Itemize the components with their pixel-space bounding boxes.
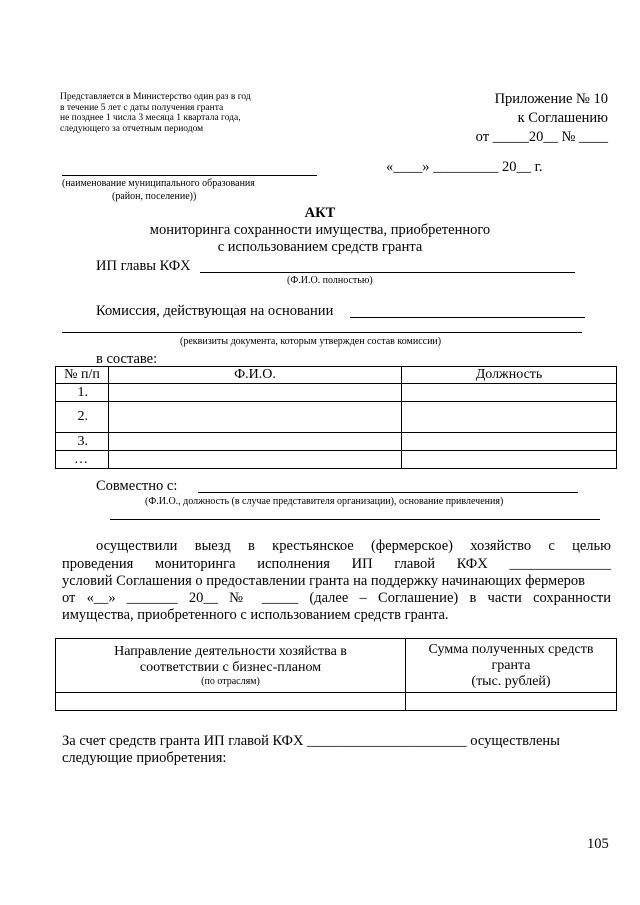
grant-header-amount	[406, 639, 617, 693]
grant-table	[55, 638, 617, 711]
page-number: 105	[587, 836, 609, 852]
grant-header-direction-line1: Направление деятельности хозяйства в	[114, 643, 347, 659]
header-note-line: Представляется в Министерство один раз в год	[60, 92, 251, 102]
appendix-block	[476, 90, 608, 147]
members-row-name	[109, 402, 402, 433]
grant-header-direction-line2: соответствии с бизнес-планом	[139, 659, 322, 675]
composition-label: в составе:	[96, 351, 158, 367]
title-line3: с использованием средств гранта	[217, 239, 423, 255]
jointly-label: Совместно с:	[96, 478, 178, 494]
municipality-caption1: (наименование муниципального образования	[62, 178, 255, 189]
commission-caption: (реквизиты документа, которым утвержден состав комиссии)	[180, 336, 442, 347]
members-table	[55, 366, 617, 469]
jointly-underline-1	[198, 492, 578, 493]
farm-underline	[200, 272, 575, 273]
purchases-line2: следующие приобретения:	[62, 750, 227, 766]
paragraph-line: от «__» _______ 20__ № _____ (далее – Соглашение) в части сохранности	[62, 590, 611, 606]
header-note-line: в течение 5 лет с даты получения гранта	[60, 102, 224, 113]
members-row-position	[402, 451, 617, 469]
paragraph-line: условий Соглашения о предоставлении гранта на поддержку начинающих фермеров	[62, 573, 585, 589]
members-row-number: …	[56, 451, 109, 469]
members-header-name: Ф.И.О.	[109, 367, 402, 384]
members-row-position	[402, 433, 617, 451]
commission-underline-1	[350, 317, 585, 318]
members-row-name	[109, 384, 402, 402]
members-row-position	[402, 402, 617, 433]
purchases-line1: За счет средств гранта ИП главой КФХ ______________________ осуществлены	[62, 733, 560, 749]
jointly-caption: (Ф.И.О., должность (в случае представителя организации), основание привлечения)	[145, 496, 504, 507]
members-header-number: № п/п	[56, 367, 109, 384]
title-block	[0, 205, 640, 256]
grant-header-amount-line3: (тыс. рублей)	[471, 673, 551, 689]
paragraph-line: осуществили выезд в крестьянское (фермерское) хозяйство с целью	[96, 538, 611, 554]
commission-label: Комиссия, действующая на основании	[96, 303, 334, 319]
appendix-line2: к Соглашению	[517, 110, 608, 126]
grant-header-direction	[56, 639, 406, 693]
header-note-line: следующего за отчетным периодом	[60, 123, 204, 134]
members-header-position: Должность	[402, 367, 617, 384]
appendix-line1: Приложение № 10	[494, 91, 608, 107]
members-row-number: 3.	[56, 433, 109, 451]
grant-cell-amount	[406, 693, 617, 711]
members-row-position	[402, 384, 617, 402]
members-row-number: 2.	[56, 402, 109, 433]
paragraph-line: проведения мониторинга исполнения ИП главой КФХ ______________	[62, 556, 611, 572]
title-main: АКТ	[304, 205, 336, 221]
members-row-name	[109, 433, 402, 451]
grant-header-amount-line2: гранта	[491, 657, 531, 673]
municipality-caption2: (район, поселение))	[112, 191, 197, 202]
farm-label: ИП главы КФХ	[96, 258, 191, 274]
farm-caption: (Ф.И.О. полностью)	[287, 275, 373, 286]
grant-cell-direction	[56, 693, 406, 711]
appendix-line3: от _____20__ № ____	[475, 129, 608, 145]
commission-underline-2	[62, 332, 582, 333]
grant-header-direction-note: (по отраслям)	[201, 675, 260, 687]
paragraph-line: имущества, приобретенного с использованием средств гранта.	[62, 607, 449, 623]
act-date: «____» _________ 20__ г.	[386, 159, 543, 175]
header-note-line: не позднее 1 числа 3 месяца 1 квартала года,	[60, 113, 241, 123]
jointly-underline-2	[110, 519, 600, 520]
header-note	[60, 92, 251, 134]
grant-header-amount-line1: Сумма полученных средств	[428, 641, 594, 657]
members-row-number: 1.	[56, 384, 109, 402]
members-row-name	[109, 451, 402, 469]
municipality-underline	[62, 175, 317, 176]
title-line2: мониторинга сохранности имущества, приобретенного	[149, 222, 491, 238]
